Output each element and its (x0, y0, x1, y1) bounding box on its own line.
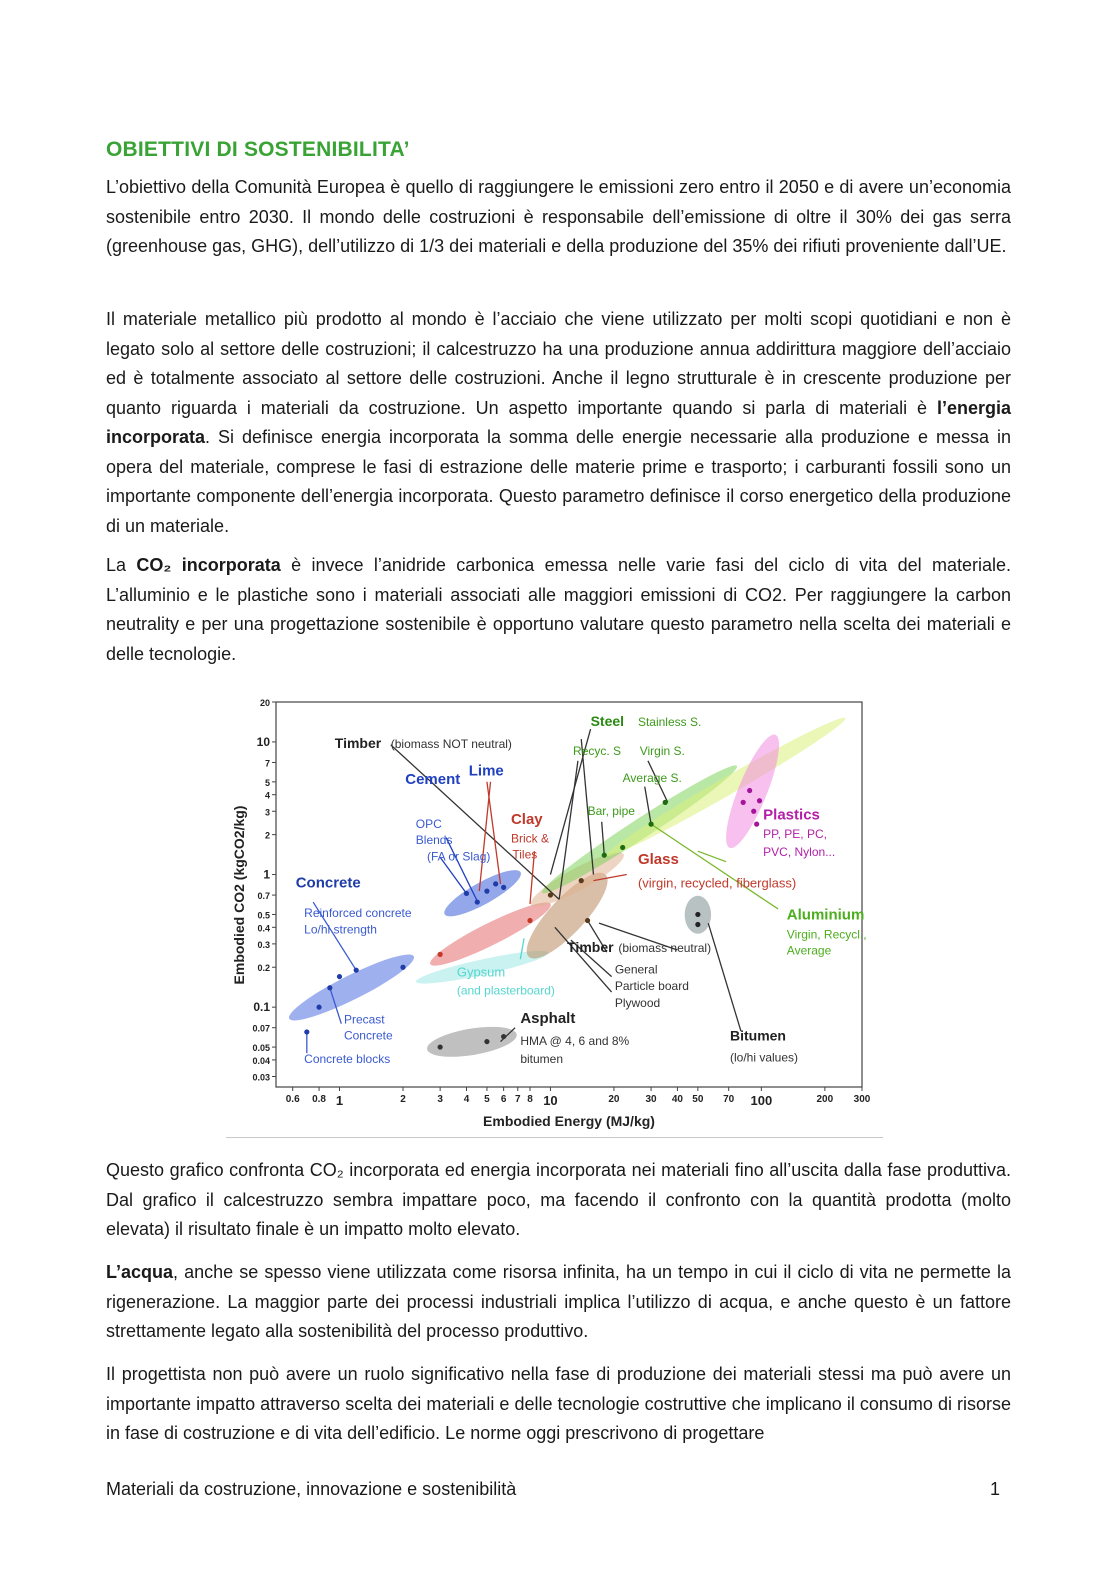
y-tick-label: 10 (256, 734, 270, 749)
data-point (527, 918, 532, 923)
chart-label: Recyc. S (573, 743, 622, 758)
chart-label: Virgin, Recycl., (786, 927, 867, 942)
data-point (501, 885, 506, 890)
chart-label: Average (786, 943, 832, 958)
page-number: 1 (990, 1479, 1001, 1499)
data-point (484, 889, 489, 894)
x-tick-label: 10 (543, 1093, 558, 1108)
data-point (501, 1034, 506, 1039)
data-point (316, 1005, 321, 1010)
y-tick-label: 4 (264, 790, 270, 801)
chart-label: Brick & (510, 831, 549, 846)
x-tick-label: 6 (500, 1094, 507, 1105)
chart-label: Timber (567, 939, 614, 956)
chart-label: PP, PE, PC, (763, 827, 827, 842)
y-tick-label: 1 (263, 867, 270, 882)
x-tick-label: 30 (645, 1094, 657, 1105)
y-tick-label: 0.03 (252, 1072, 270, 1083)
data-point (464, 891, 469, 896)
x-tick-label: 5 (484, 1094, 490, 1105)
data-point (484, 1039, 489, 1044)
data-point (579, 878, 584, 883)
chart-label: Concrete blocks (304, 1051, 391, 1066)
chart-label: (biomass NOT neutral) (390, 736, 512, 751)
chart-label: Bar, pipe (587, 804, 635, 819)
data-point (620, 845, 625, 850)
x-tick-label: 2 (400, 1094, 406, 1105)
chart-label: General (614, 962, 658, 977)
x-tick-label: 100 (750, 1093, 773, 1108)
data-point (354, 968, 359, 973)
paragraph-5-bold: L’acqua (106, 1262, 174, 1282)
y-tick-label: 5 (264, 777, 270, 788)
chart-label: Tiles (512, 847, 538, 862)
y-tick-label: 0.2 (257, 963, 270, 974)
data-point (438, 1044, 443, 1049)
x-tick-label: 0.8 (312, 1094, 327, 1105)
y-tick-label: 0.07 (252, 1023, 270, 1034)
y-tick-label: 2 (264, 830, 270, 841)
data-point (438, 952, 443, 957)
data-point (741, 800, 746, 805)
x-tick-label: 20 (608, 1094, 620, 1105)
paragraph-4: Questo grafico confronta CO₂ incorporata ed energia incorporata nei materiali fino all’uscita dalla fase produttiva. Dal grafico il calcestruzzo sembra impattare poco, ma facendo il confronto con la quantità prodotta (molto elevata) il risultato finale è un impatto molto elevato. (106, 1160, 1011, 1239)
chart-label: Lo/hi strength (304, 922, 377, 937)
paragraph-3-bold: CO₂ incorporata (136, 555, 281, 575)
data-point (695, 912, 700, 917)
data-point (327, 985, 332, 990)
y-tick-label: 0.04 (252, 1055, 270, 1066)
x-tick-label: 1 (335, 1093, 344, 1108)
chart-label: (virgin, recycled, fiberglass) (637, 875, 797, 891)
y-tick-label: 0.3 (257, 939, 270, 950)
chart-label: Timber (334, 734, 382, 751)
chart-label: Particle board (614, 978, 689, 993)
paragraph-6: Il progettista non può avere un ruolo significativo nella fase di produzione dei materiali stessi ma può avere un importante impatto attraverso scelta dei materiali e delle tecnologie costruttive che implicano il consumo di risorse in fase di costruzione e di vita dell’edificio. Le norme oggi prescrivono di progettare (106, 1364, 1011, 1443)
data-point (493, 881, 498, 886)
paragraph-2-text-b: . Si definisce energia incorporata la somma delle energie necessarie alla produzione e messa in opera del materiale, comprese le fasi di estrazione delle materie prime e trasporto; i carburanti fossili sono un importante componente dell’energia incorporata. Questo parametro definisce il corso energetico della produzione di un materiale. (106, 427, 1011, 536)
chart-label: Average S. (622, 770, 682, 785)
data-point (602, 853, 607, 858)
y-axis-label: Embodied CO2 (kgCO2/kg) (231, 805, 247, 985)
paragraph-2-text-a: Il materiale metallico più prodotto al mondo è l’acciaio che viene utilizzato per molti scopi quotidiani e non è legato solo al settore delle costruzioni; il calcestruzzo ha una produzione annua addirittura maggiore dell’acciaio ed è totalmente associato al settore delle costruzioni. Anche il legno strutturale è in crescente produzione per quanto riguarda i materiali da costruzione. Un aspetto importante quando si parla di materiali è (106, 309, 1011, 418)
x-tick-label: 7 (514, 1094, 521, 1105)
data-point (751, 809, 756, 814)
paragraph-3-text-a: La (106, 555, 137, 575)
chart-label: (biomass neutral) (618, 941, 712, 956)
chart-label: Steel (590, 712, 625, 729)
data-point (747, 788, 752, 793)
data-point (648, 822, 653, 827)
figure-divider (226, 1137, 883, 1138)
embodied-energy-co2-chart (226, 690, 880, 1138)
data-point (304, 1029, 309, 1034)
x-tick-label: 70 (723, 1094, 735, 1105)
chart-label: Concrete (343, 1028, 393, 1043)
chart-label: Plastics (763, 806, 820, 824)
chart-label: Cement (405, 771, 461, 789)
y-tick-label: 7 (264, 758, 270, 769)
y-tick-label: 0.7 (257, 891, 270, 902)
chart-label: (lo/hi values) (729, 1050, 799, 1065)
chart-label: Gypsum (456, 964, 506, 980)
paragraph-2-bold: l’energia incorporata (106, 397, 1011, 447)
data-point (475, 899, 480, 904)
data-point (757, 798, 762, 803)
data-point (400, 965, 405, 970)
y-tick-label: 0.5 (257, 910, 270, 921)
paragraph-1: L’obiettivo della Comunità Europea è quello di raggiungere le emissioni zero entro il 2050 e di avere un’economia sostenibile entro 2030. Il mondo delle costruzioni è responsabile dell’emissione di oltre il 30% dei gas serra (greenhouse gas, GHG), dell’utilizzo di 1/3 dei materiali e della produzione del 35% dei rifiuti proveniente dall’UE. (106, 177, 1011, 256)
chart-label: PVC, Nylon... (763, 844, 836, 859)
x-tick-label: 8 (527, 1094, 533, 1105)
chart-label: Clay (510, 811, 543, 829)
chart-label: Reinforced concrete (304, 905, 412, 920)
data-point (663, 800, 668, 805)
data-point (337, 974, 342, 979)
chart-label: Asphalt (520, 1009, 576, 1027)
chart-label: Glass (637, 851, 679, 869)
x-tick-label: 40 (671, 1094, 683, 1105)
paragraph-3-text-b: è invece l’anidride carbonica emessa nelle varie fasi del ciclo di vita del materiale. L’alluminio e le plastiche sono i materiali associati alle maggiori emissioni di CO2. Per raggiungere la carbon neutrality e per una progettazione sostenibile è opportuno valutare questo parametro nella scelta dei materiali e delle tecnologie. (106, 555, 1011, 664)
section-heading: OBIETTIVI DI SOSTENIBILITA’ (106, 138, 410, 161)
x-tick-label: 300 (853, 1094, 871, 1105)
chart-label: bitumen (520, 1051, 564, 1066)
x-axis-label: Embodied Energy (MJ/kg) (483, 1113, 655, 1129)
data-point (585, 918, 590, 923)
chart-label: (FA or Slag) (427, 849, 491, 864)
data-point (695, 922, 700, 927)
y-tick-label: 0.4 (257, 923, 270, 934)
chart-label: Blends (415, 832, 453, 847)
chart-label: HMA @ 4, 6 and 8% (520, 1033, 630, 1048)
data-point (548, 892, 553, 897)
x-tick-label: 4 (463, 1094, 470, 1105)
data-point (754, 822, 759, 827)
chart-label: Precast (343, 1012, 385, 1027)
chart-label: Aluminium (786, 906, 865, 924)
footer-title: Materiali da costruzione, innovazione e sostenibilità (106, 1479, 517, 1499)
chart-label: OPC (415, 816, 442, 831)
x-tick-label: 3 (437, 1094, 443, 1105)
y-tick-label: 0.1 (253, 1000, 270, 1015)
chart-label: Concrete (295, 874, 361, 892)
chart-label: Lime (468, 762, 504, 780)
y-tick-label: 3 (264, 807, 270, 818)
y-tick-label: 20 (259, 698, 270, 708)
chart-label: Virgin S. (639, 743, 685, 758)
chart-label: Stainless S. (637, 714, 702, 729)
paragraph-2 (106, 305, 1011, 541)
paragraph-5 (106, 1258, 1011, 1347)
chart-label: Bitumen (729, 1027, 786, 1044)
chart-label: (and plasterboard) (456, 983, 555, 998)
chart-label: Plywood (614, 996, 661, 1011)
paragraph-5-text: , anche se spesso viene utilizzata come risorsa infinita, ha un tempo in cui il ciclo di vita ne permette la rigenerazione. La maggior parte dei processi industriali implica l’utilizzo di acqua, e anche questo è un fattore strettamente legato alla sostenibilità del processo produttivo. (106, 1262, 1011, 1341)
x-tick-label: 200 (816, 1094, 834, 1105)
paragraph-3 (106, 551, 1011, 669)
y-tick-label: 0.05 (252, 1043, 270, 1054)
x-tick-label: 50 (692, 1094, 704, 1105)
x-tick-label: 0.6 (285, 1094, 300, 1105)
